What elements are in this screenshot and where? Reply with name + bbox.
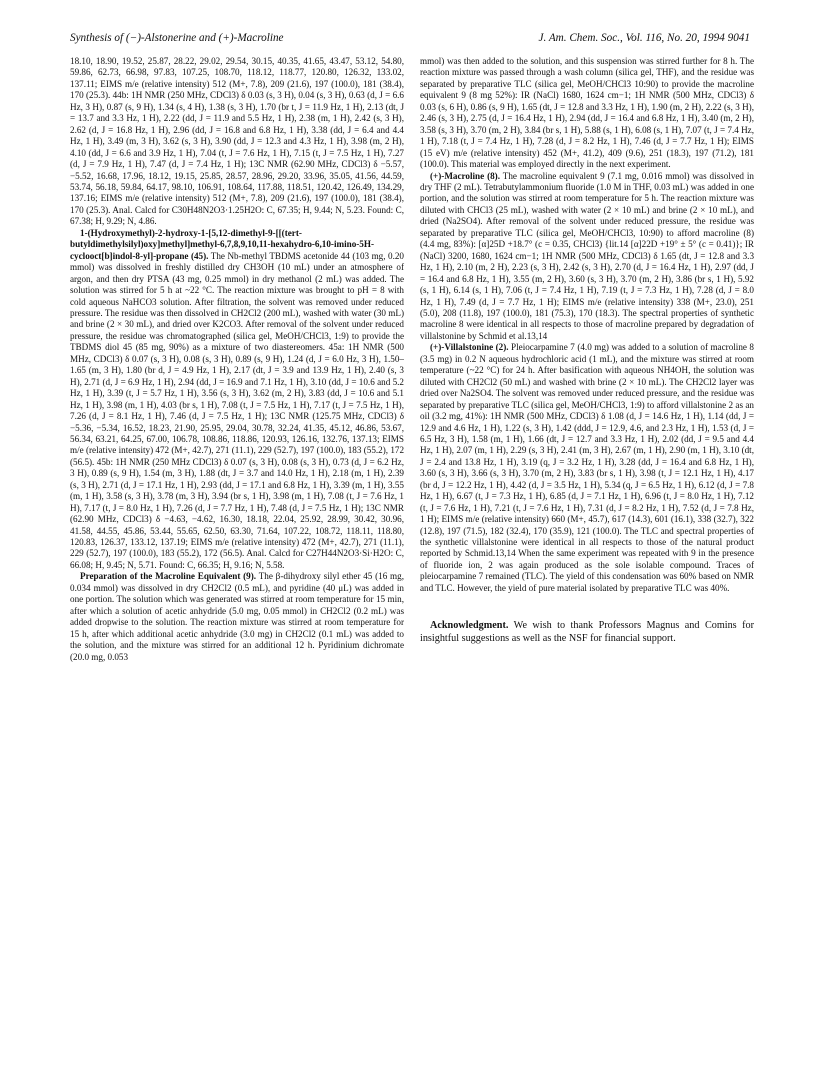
running-title: Synthesis of (−)-Alstonerine and (+)-Macroline bbox=[70, 32, 284, 44]
paragraph-continued: mmol) was then added to the solution, and this suspension was stirred further for 8 h. The reaction mixture was passed through a wash column (silica gel, THF), and the residue was separated by preparative TLC (silica gel, MeOH/CHCl3 10:90) to provide the macroline equivalent 9 (8 mg 52%): IR (NaCl) 1680, 1624 cm−1; 1H NMR (500 MHz, CDCl3) δ 0.03 (s, 6 H), 0.86 (s, 9 H), 1.65 (dt, J = 12.8 and 3.3 Hz, 1 H), 1.90 (m, 2 H), 2.22 (s, 3 H), 2.46 (s, 3 H), 2.75 (d, J = 16.4 Hz, 1 H), 2.94 (dd, J = 16.4 and 6.8 Hz, 1 H), 3.40 (m, 2 H), 3.58 (s, 3 H), 3.70 (m, 2 H), 3.84 (br s, 1 H), 5.88 (s, 1 H), 6.08 (s, 1 H), 7.07 (t, J = 7.4 Hz, 1 H), 7.18 (t, J = 7.4 Hz, 1 H), 7.28 (d, J = 8.2 Hz, 1 H), 7.46 (d, J = 7.7 Hz, 1 H); EIMS (15 eV) m/e (relative intensity) 452 (M+, 41.2), 409 (9.6), 251 (18.3), 197 (71.2), 181 (100.0). This material was employed directly in the next experiment. bbox=[420, 56, 754, 170]
left-column bbox=[70, 56, 404, 663]
text-compound-45: The Nb-methyl TBDMS acetonide 44 (103 mg, 0.20 mmol) was dissolved in freshly distilled dry CH3OH (10 mL) under an atmosphere of argon, and then dry PTSA (43 mg, 0.25 mmol) in dry methanol (2 mL) was added. The solution was stirred for 5 h at ~22 °C. The reaction mixture was brought to pH = 8 with cold aqueous NaHCO3 solution. After filtration, the solvent was removed under reduced pressure. The residue was then dissolved in CH2Cl2 (200 mL), washed with water (30 mL) and brine (2 × 30 mL), and dried over K2CO3. After removal of the solvent under reduced pressure, the residue was chromatographed (silica gel, MeOH/CHCl3, 1:9) to provide the TBDMS diol 45 (85 mg, 90%) as a mixture of two diastereomers. 45a: 1H NMR (500 MHz, CDCl3) δ 0.07 (s, 3 H), 0.08 (s, 3 H), 0.89 (s, 9 H), 1.24 (d, J = 6.0 Hz, 3 H), 1.50–1.65 (m, 3 H), 1.80 (br d, J = 4.9 Hz, 1 H), 2.17 (dt, J = 3.9 and 13.9 Hz, 1 H), 2.40 (s, 3 H), 2.71 (d, J = 6.9 Hz, 1 H), 2.94 (dd, J = 16.9 and 7.1 Hz, 1 H), 3.10 (dd, J = 10.6 and 5.2 Hz, 1 H), 3.39 (t, J = 5.7 Hz, 1 H), 3.56 (s, 3 H), 3.62 (m, 2 H), 3.83 (dd, J = 10.6 and 5.1 Hz, 1 H), 3.98 (m, 1 H), 4.03 (br s, 1 H), 7.08 (t, J = 7.5 Hz, 1 H), 7.17 (t, J = 7.5 Hz, 1 H), 7.26 (d, J = 8.1 Hz, 1 H), 7.46 (d, J = 7.5 Hz, 1 H); 13C NMR (125.75 MHz, CDCl3) δ −5.36, −5.34, 16.52, 18.23, 21.90, 25.95, 29.04, 30.78, 32.24, 41.35, 45.12, 46.86, 53.67, 56.34, 63.21, 64.25, 67.00, 106.78, 108.86, 118.86, 120.93, 126.16, 132.76, 137.13; EIMS m/e (relative intensity) 472 (M+, 42.7), 271 (11.1), 229 (52.7), 197 (100.0), 183 (55.2), 172 (56.5). 45b: 1H NMR (250 MHz CDCl3) δ 0.07 (s, 3 H), 0.08 (s, 3 H), 0.73 (d, J = 6.2 Hz, 3 H), 0.89 (s, 9 H), 1.54 (m, 3 H), 1.88 (dt, J = 3.7 and 14.0 Hz, 1 H), 2.18 (m, 1 H), 2.39 (s, 3 H), 2.71 (d, J = 17.1 Hz, 1 H), 2.93 (dd, J = 17.1 and 6.8 Hz, 1 H), 3.39 (m, 1 H), 3.55 (m, 1 H), 3.58 (s, 3 H), 3.78 (m, 3 H), 3.94 (br s, 1 H), 3.98 (m, 1 H), 7.08 (t, J = 7.6 Hz, 1 H), 7.17 (t, J = 8.0 Hz, 1 H), 7.26 (d, J = 7.7 Hz, 1 H), 7.48 (d, J = 7.5 Hz, 1 H); 13C NMR (62.90 MHz, CDCl3) δ −4.63, −4.62, 16.30, 18.18, 22.04, 25.92, 28.99, 30.42, 30.96, 41.58, 44.55, 45.86, 53.44, 55.65, 62.50, 63.30, 71.64, 107.22, 108.72, 118.11, 118.80, 120.83, 126.37, 133.12, 137.19; EIMS m/e (relative intensity) 472 (M+, 42.7), 271 (11.1), 229 (52.7), 197 (100.0), 183 (55.2), 172 (56.5). Anal. Calcd for C27H44N2O3·Si·H2O: C, 66.08; H, 9.45; N, 5.71. Found: C, 66.35; H, 9.16; N, 5.58. bbox=[70, 250, 405, 570]
heading-macroline-equivalent: Preparation of the Macroline Equivalent (9). bbox=[80, 571, 257, 582]
text-macroline: The macroline equivalent 9 (7.1 mg, 0.016 mmol) was dissolved in dry THF (2 mL). Tetrabutylammonium fluoride (1.0 M in THF, 0.03 mL) was added in one portion, and the solution was stirred at room temperature for 5 h. The reaction mixture was diluted with CHCl3 (25 mL), washed with water (2 × 10 mL) and brine (2 × 10 mL), and dried (Na2SO4). After removal of the solvent under reduced pressure, the residue was separated by preparative TLC (silica gel, MeOH/CHCl3, 10:90) to afford macroline (8) (4.4 mg, 83%): [α]25D +18.7° (c = 0.35, CHCl3) {lit.14 [α]22D +19° ± 5° (c = 0.41)}; IR (NaCl) 3200, 1680, 1624 cm−1; 1H NMR (500 MHz, CDCl3) δ 1.65 (dt, J = 12.8 and 3.3 Hz, 1 H), 2.10 (m, 2 H), 2.23 (s, 3 H), 2.42 (s, 3 H), 2.70 (d, J = 16.4 Hz, 1 H), 2.97 (dd, J = 16.4 and 6.8 Hz, 1 H), 3.55 (m, 2 H), 3.60 (s, 3 H), 3.70 (m, 2 H), 3.86 (br s, 1 H), 5.92 (s, 1 H), 6.14 (s, 1 H), 7.06 (t, J = 7.4 Hz, 1 H), 7.19 (t, J = 7.3 Hz, 1 H), 7.28 (d, J = 8.0 Hz, 1 H), 7.49 (d, J = 7.7 Hz, 1 H); EIMS m/e (relative intensity) 338 (M+, 23.0), 251 (5.0), 208 (11.8), 197 (100.0), 181 (75.3), 170 (18.3). The spectral properties of synthetic macroline 8 were identical in all respects to those of macroline prepared by degradation of villalstonine by Schmid et al.13,14 bbox=[420, 170, 754, 341]
paragraph-macroline bbox=[420, 171, 754, 343]
heading-macroline: (+)-Macroline (8). bbox=[430, 170, 501, 181]
heading-villalstonine: (+)-Villalstonine (2). bbox=[430, 342, 509, 353]
paragraph-villalstonine bbox=[420, 342, 754, 594]
heading-compound-45: 1-(Hydroxymethyl)-2-hydroxy-1-[5,12-dimethyl-9-[[(tert-butyldimethylsilyl)oxy]methyl]methyl-6,7,8,9,10,11-hexahydro-6,10-imino-5H-cyclooct[b]indol-8-yl]-propane (45). bbox=[70, 227, 374, 261]
acknowledgment bbox=[420, 620, 754, 645]
paragraph-compound-45 bbox=[70, 228, 404, 572]
running-header bbox=[70, 32, 750, 48]
paragraph-macroline-equivalent bbox=[70, 571, 404, 663]
journal-citation: J. Am. Chem. Soc., Vol. 116, No. 20, 1994 9041 bbox=[538, 32, 750, 44]
right-column bbox=[420, 56, 754, 645]
paragraph-44b-data: 18.10, 18.90, 19.52, 25.87, 28.22, 29.02, 29.54, 30.15, 40.35, 41.65, 43.47, 53.12, 54.80, 59.86, 62.73, 66.98, 97.83, 107.25, 108.70, 118.12, 118.77, 120.80, 126.32, 133.02, 137.11; EIMS m/e (relative intensity) 512 (M+, 7.8), 209 (21.6), 197 (100.0), 181 (38.4), 170 (25.3). 44b: 1H NMR (250 MHz, CDCl3) δ 0.03 (s, 3 H), 0.04 (s, 3 H), 0.63 (d, J = 6.6 Hz, 3 H), 0.87 (s, 9 H), 1.34 (s, 4 H), 1.38 (s, 3 H), 1.70 (br t, J = 11.9 Hz, 1 H), 2.13 (dt, J = 13.7 and 3.3 Hz, 1 H), 2.22 (dd, J = 11.9 and 5.5 Hz, 1 H), 2.38 (m, 1 H), 2.42 (s, 3 H), 2.62 (d, J = 16.8 Hz, 1 H), 2.96 (dd, J = 16.8 and 6.8 Hz, 1 H), 3.38 (dd, J = 6.4 and 4.4 Hz, 1 H), 3.49 (m, 3 H), 3.62 (s, 3 H), 3.90 (dd, J = 12.3 and 4.3 Hz, 1 H), 3.98 (m, 2 H), 4.10 (dd, J = 6.6 and 3.9 Hz, 1 H), 7.04 (t, J = 7.6 Hz, 1 H), 7.15 (t, J = 7.5 Hz, 1 H), 7.27 (d, J = 7.9 Hz, 1 H), 7.47 (d, J = 7.4 Hz, 1 H); 13C NMR (62.90 MHz, CDCl3) δ −5.57, −5.52, 16.68, 17.96, 18.12, 19.15, 25.85, 28.57, 28.96, 29.20, 33.96, 35.05, 41.56, 44.59, 53.74, 56.18, 59.84, 64.17, 98.10, 106.91, 108.64, 117.88, 118.51, 120.42, 126.49, 134.29, 137.16; EIMS m/e (relative intensity) 512 (M+, 7.8), 209 (21.6), 197 (100.0), 181 (38.4), 170 (25.3). Anal. Calcd for C30H48N2O3·1.25H2O: C, 67.35; H, 9.44; N, 5.23. Found: C, 67.38; H, 9.29; N, 4.86. bbox=[70, 56, 404, 227]
text-macroline-equivalent: The β-dihydroxy silyl ether 45 (16 mg, 0.034 mmol) was dissolved in dry CH2Cl2 (0.5 mL), and pyridine (40 μL) was added in one portion. The solution which was generated was stirred at room temperature for 15 min, after which a solution of acetic anhydride (5.0 mg, 0.05 mmol) in CH2Cl2 (0.2 mL) was added dropwise to the solution. The reaction mixture was stirred at room temperature for 15 h, after which additional acetic anhydride (3.0 mg) in CH2Cl2 (0.1 mL) was added to the solution, and the mixture was stirred for an additional 12 h. Pyridinium dichromate (20.0 mg, 0.053 bbox=[70, 571, 405, 662]
heading-acknowledgment: Acknowledgment. bbox=[430, 620, 509, 632]
text-acknowledgment: We wish to thank Professors Magnus and Comins for insightful suggestions as well as the NSF for financial support. bbox=[420, 620, 754, 644]
text-villalstonine: Pleiocarpamine 7 (4.0 mg) was added to a solution of macroline 8 (3.5 mg) in 0.2 N aqueous hydrochloric acid (1 mL), and the mixture was stirred at room temperature (~22 °C) for 24 h. After basification with aqueous NH4OH, the solution was diluted with CH2Cl2 (50 mL) and washed with brine (2 × 10 mL). The CH2Cl2 layer was dried over Na2SO4. The solvent was removed under reduced pressure, and the residue was separated by preparative TLC (silica gel, MeOH/CHCl3, 1:9) to afford villalstonine 2 as an oil (3.2 mg, 41%): 1H NMR (500 MHz, CDCl3) δ 1.08 (d, J = 14.6 Hz, 1 H), 1.14 (dd, J = 12.9 and 4.6 Hz, 1 H), 1.22 (s, 3 H), 1.42 (ddd, J = 12.9, 4.6, and 2.3 Hz, 1 H), 1.53 (d, J = 6.5 Hz, 3 H), 1.58 (m, 1 H), 1.66 (dt, J = 12.7 and 3.3 Hz, 1 H), 2.02 (dd, J = 9.5 and 4.4 Hz, 1 H), 2.07 (m, 1 H), 2.29 (s, 3 H), 2.41 (m, 3 H), 2.67 (m, 1 H), 2.90 (m, 1 H), 3.10 (dt, J = 2.4 and 13.8 Hz, 1 H), 3.19 (q, J = 3.2 Hz, 1 H), 3.28 (dd, J = 16.4 and 6.8 Hz, 1 H), 3.60 (s, 3 H), 3.66 (s, 3 H), 3.70 (m, 2 H), 3.83 (br s, 1 H), 3.98 (t, J = 12.1 Hz, 1 H), 4.17 (br d, J = 12.2 Hz, 1 H), 4.42 (d, J = 3.5 Hz, 1 H), 5.34 (q, J = 6.5 Hz, 1 H), 6.12 (d, J = 7.8 Hz, 1 H), 6.67 (t, J = 7.3 Hz, 1 H), 6.85 (d, J = 7.1 Hz, 1 H), 6.96 (t, J = 8.0 Hz, 1 H), 7.12 (t, J = 7.6 Hz, 1 H), 7.21 (t, J = 7.6 Hz, 1 H), 7.31 (d, J = 8.2 Hz, 1 H), 7.52 (d, J = 7.8 Hz, 1 H); EIMS m/e (relative intensity) 660 (M+, 45.7), 617 (14.3), 601 (16.1), 338 (32.7), 322 (12.8), 197 (71.5), 182 (32.4), 170 (35.9), 121 (100.0). The TLC and spectral properties of the synthetic villalstonine were identical in all respects to those of the natural product reported by Schmid.13,14 When the same experiment was repeated with 9 in the presence of fluoride ion, 2 was again produced as the sole isolable compound. Traces of pleiocarpamine 7 remained (TLC). The yield of this condensation was 60% based on NMR and TLC. However, the yield of pure material isolated by preparative TLC was 40%. bbox=[420, 342, 754, 593]
